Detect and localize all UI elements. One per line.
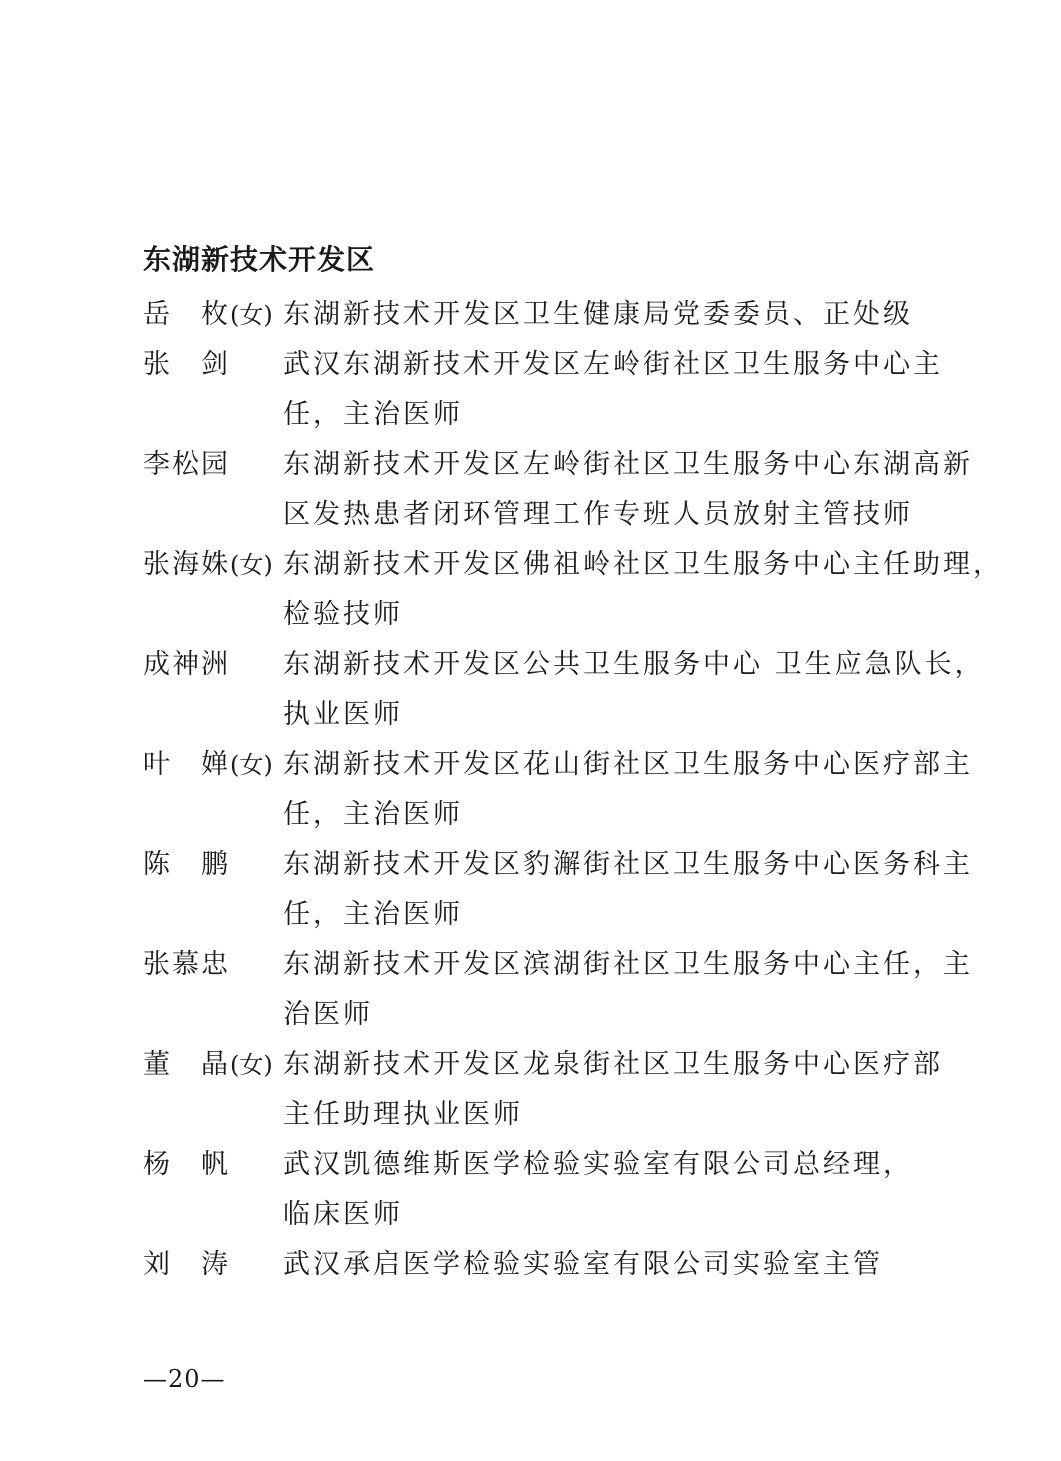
position-line: 东湖新技术开发区豹澥街社区卫生服务中心医务科主: [283, 849, 973, 880]
person-position: [283, 340, 943, 440]
person-name: [143, 1140, 283, 1190]
position-line: 任，主治医师: [283, 399, 463, 430]
person-name-text: 岳 枚: [143, 299, 230, 330]
gender-note: (女): [230, 751, 273, 779]
person-name-text: 张 剑: [143, 349, 230, 380]
page-number: —20—: [143, 1365, 226, 1393]
position-line: 武汉东湖新技术开发区左岭街社区卫生服务中心主: [283, 349, 943, 380]
gender-note: (女): [230, 1051, 273, 1079]
position-line: 东湖新技术开发区龙泉街社区卫生服务中心医疗部: [283, 1049, 943, 1080]
personnel-list: [143, 290, 1003, 1290]
person-position: [283, 840, 973, 940]
person-name-text: 成神洲: [143, 649, 230, 680]
person-name: [143, 640, 283, 690]
person-name: [143, 740, 283, 790]
list-item: [143, 340, 943, 440]
person-name: [143, 1040, 283, 1090]
position-line: 东湖新技术开发区左岭街社区卫生服务中心东湖高新: [283, 449, 973, 480]
person-name-text: 李松园: [143, 449, 230, 480]
person-position: [283, 440, 973, 540]
person-name: [143, 540, 283, 590]
person-name: [143, 290, 283, 340]
list-item: [143, 840, 973, 940]
position-line: 武汉承启医学检验实验室有限公司实验室主管: [283, 1249, 883, 1280]
person-name-text: 叶 婵: [143, 749, 230, 780]
list-item: [143, 740, 973, 840]
person-position: [283, 540, 1003, 640]
section-title: 东湖新技术开发区: [143, 243, 376, 276]
person-position: [283, 1140, 943, 1240]
gender-note: (女): [230, 551, 273, 579]
person-name-text: 董 晶: [143, 1049, 230, 1080]
position-line: 执业医师: [283, 699, 403, 730]
list-item: [143, 1140, 943, 1240]
person-position: [283, 290, 943, 340]
position-line: 东湖新技术开发区公共卫生服务中心 卫生应急队长，: [283, 649, 985, 680]
person-name-text: 陈 鹏: [143, 849, 230, 880]
person-name-text: 刘 涛: [143, 1249, 230, 1280]
person-name-text: 杨 帆: [143, 1149, 230, 1180]
person-name: [143, 340, 283, 390]
gender-note: (女): [230, 301, 273, 329]
list-item: [143, 1040, 943, 1140]
person-name-text: 张慕忠: [143, 949, 230, 980]
position-line: 东湖新技术开发区花山街社区卫生服务中心医疗部主: [283, 749, 973, 780]
person-name: [143, 1240, 283, 1290]
list-item: [143, 1240, 943, 1290]
position-line: 任，主治医师: [283, 899, 463, 930]
position-line: 东湖新技术开发区佛祖岭社区卫生服务中心主任助理，: [283, 549, 1003, 580]
position-line: 主任助理执业医师: [283, 1099, 523, 1130]
position-line: 临床医师: [283, 1199, 403, 1230]
person-position: [283, 740, 973, 840]
position-line: 东湖新技术开发区滨湖街社区卫生服务中心主任，主: [283, 949, 973, 980]
list-item: [143, 640, 985, 740]
person-position: [283, 1040, 943, 1140]
list-item: [143, 290, 943, 340]
person-position: [283, 640, 985, 740]
list-item: [143, 440, 973, 540]
person-position: [283, 1240, 943, 1290]
position-line: 东湖新技术开发区卫生健康局党委委员、正处级: [283, 299, 913, 330]
list-item: [143, 540, 1003, 640]
person-position: [283, 940, 973, 1040]
position-line: 任，主治医师: [283, 799, 463, 830]
person-name: [143, 940, 283, 990]
person-name: [143, 840, 283, 890]
person-name-text: 张海姝: [143, 549, 230, 580]
person-name: [143, 440, 283, 490]
position-line: 检验技师: [283, 599, 403, 630]
position-line: 治医师: [283, 999, 373, 1030]
position-line: 区发热患者闭环管理工作专班人员放射主管技师: [283, 499, 913, 530]
list-item: [143, 940, 973, 1040]
position-line: 武汉凯德维斯医学检验实验室有限公司总经理，: [283, 1149, 913, 1180]
